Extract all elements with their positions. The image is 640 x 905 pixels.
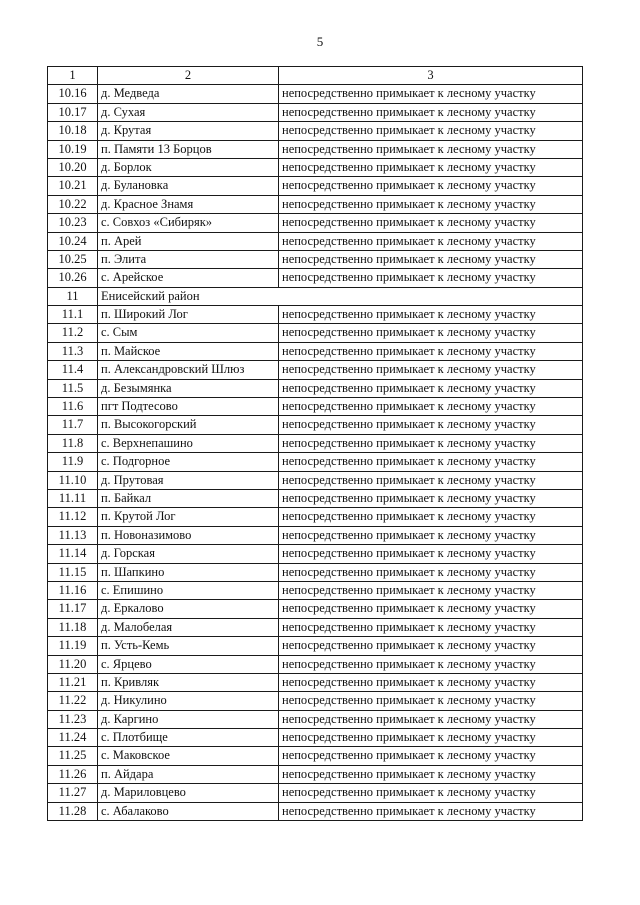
relation-cell: непосредственно примыкает к лесному участку: [279, 342, 583, 360]
table-row: [48, 747, 583, 765]
row-number: 11.24: [48, 729, 98, 747]
settlement-name: д. Прутовая: [98, 471, 279, 489]
table-row: [48, 398, 583, 416]
relation-cell: непосредственно примыкает к лесному участку: [279, 765, 583, 783]
settlement-name: с. Подгорное: [98, 453, 279, 471]
settlement-name: д. Никулино: [98, 692, 279, 710]
row-number: 11.11: [48, 489, 98, 507]
row-number: 11.22: [48, 692, 98, 710]
section-row: [48, 287, 583, 305]
row-number: 11.14: [48, 545, 98, 563]
table-row: [48, 655, 583, 673]
page-number: 5: [316, 34, 324, 49]
row-number: 10.19: [48, 140, 98, 158]
relation-cell: непосредственно примыкает к лесному участку: [279, 655, 583, 673]
row-number: 11.9: [48, 453, 98, 471]
settlement-name: с. Верхнепашино: [98, 434, 279, 452]
table-row: [48, 85, 583, 103]
section-number: 11: [48, 287, 98, 305]
table-row: [48, 618, 583, 636]
row-number: 11.15: [48, 563, 98, 581]
table-row: [48, 489, 583, 507]
relation-cell: непосредственно примыкает к лесному участку: [279, 802, 583, 820]
table-row: [48, 122, 583, 140]
settlement-name: д. Горская: [98, 545, 279, 563]
row-number: 11.7: [48, 416, 98, 434]
relation-cell: непосредственно примыкает к лесному участку: [279, 618, 583, 636]
table-body: [48, 85, 583, 821]
relation-cell: непосредственно примыкает к лесному участку: [279, 673, 583, 691]
row-number: 11.21: [48, 673, 98, 691]
table-row: [48, 250, 583, 268]
row-number: 11.13: [48, 526, 98, 544]
row-number: 11.28: [48, 802, 98, 820]
settlement-name: п. Новоназимово: [98, 526, 279, 544]
settlement-name: д. Мариловцево: [98, 784, 279, 802]
relation-cell: непосредственно примыкает к лесному участку: [279, 637, 583, 655]
relation-cell: непосредственно примыкает к лесному участку: [279, 379, 583, 397]
settlement-name: п. Крутой Лог: [98, 508, 279, 526]
row-number: 10.22: [48, 195, 98, 213]
row-number: 11.2: [48, 324, 98, 342]
settlement-name: п. Усть-Кемь: [98, 637, 279, 655]
table-row: [48, 379, 583, 397]
settlement-name: д. Еркалово: [98, 600, 279, 618]
relation-cell: непосредственно примыкает к лесному участку: [279, 140, 583, 158]
settlement-name: п. Памяти 13 Борцов: [98, 140, 279, 158]
row-number: 11.20: [48, 655, 98, 673]
settlement-name: п. Широкий Лог: [98, 306, 279, 324]
relation-cell: непосредственно примыкает к лесному участку: [279, 269, 583, 287]
relation-cell: непосредственно примыкает к лесному участку: [279, 177, 583, 195]
table-row: [48, 581, 583, 599]
relation-cell: непосредственно примыкает к лесному участку: [279, 361, 583, 379]
table-row: [48, 324, 583, 342]
relation-cell: непосредственно примыкает к лесному участку: [279, 729, 583, 747]
relation-cell: непосредственно примыкает к лесному участку: [279, 306, 583, 324]
relation-cell: непосредственно примыкает к лесному участку: [279, 416, 583, 434]
relation-cell: непосредственно примыкает к лесному участку: [279, 250, 583, 268]
row-number: 11.10: [48, 471, 98, 489]
table-row: [48, 177, 583, 195]
settlement-name: п. Александровский Шлюз: [98, 361, 279, 379]
row-number: 11.5: [48, 379, 98, 397]
table-row: [48, 710, 583, 728]
table-row: [48, 361, 583, 379]
row-number: 11.19: [48, 637, 98, 655]
row-number: 11.25: [48, 747, 98, 765]
relation-cell: непосредственно примыкает к лесному участку: [279, 471, 583, 489]
row-number: 10.17: [48, 103, 98, 121]
settlement-name: п. Майское: [98, 342, 279, 360]
settlement-name: с. Абалаково: [98, 802, 279, 820]
table-row: [48, 692, 583, 710]
row-number: 11.23: [48, 710, 98, 728]
row-number: 11.8: [48, 434, 98, 452]
settlement-name: п. Байкал: [98, 489, 279, 507]
table-row: [48, 471, 583, 489]
settlement-name: п. Шапкино: [98, 563, 279, 581]
row-number: 10.26: [48, 269, 98, 287]
table-row: [48, 306, 583, 324]
row-number: 11.26: [48, 765, 98, 783]
settlement-name: с. Сым: [98, 324, 279, 342]
row-number: 10.16: [48, 85, 98, 103]
row-number: 10.18: [48, 122, 98, 140]
relation-cell: непосредственно примыкает к лесному участку: [279, 563, 583, 581]
settlement-name: п. Кривляк: [98, 673, 279, 691]
table-row: [48, 416, 583, 434]
settlement-name: с. Плотбище: [98, 729, 279, 747]
relation-cell: непосредственно примыкает к лесному участку: [279, 526, 583, 544]
table-header: [48, 67, 583, 85]
relation-cell: непосредственно примыкает к лесному участку: [279, 508, 583, 526]
table-row: [48, 232, 583, 250]
relation-cell: непосредственно примыкает к лесному участку: [279, 545, 583, 563]
table-row: [48, 508, 583, 526]
row-number: 11.16: [48, 581, 98, 599]
row-number: 10.24: [48, 232, 98, 250]
settlement-name: д. Крутая: [98, 122, 279, 140]
settlement-name: д. Красное Знамя: [98, 195, 279, 213]
row-number: 10.25: [48, 250, 98, 268]
row-number: 11.17: [48, 600, 98, 618]
table-row: [48, 269, 583, 287]
table-row: [48, 802, 583, 820]
relation-cell: непосредственно примыкает к лесному участку: [279, 122, 583, 140]
district-name: Енисейский район: [98, 287, 583, 305]
settlement-name: п. Высокогорский: [98, 416, 279, 434]
settlement-name: п. Элита: [98, 250, 279, 268]
relation-cell: непосредственно примыкает к лесному участку: [279, 158, 583, 176]
relation-cell: непосредственно примыкает к лесному участку: [279, 398, 583, 416]
settlement-name: д. Малобелая: [98, 618, 279, 636]
settlement-name: д. Каргино: [98, 710, 279, 728]
relation-cell: непосредственно примыкает к лесному участку: [279, 214, 583, 232]
row-number: 10.23: [48, 214, 98, 232]
table-row: [48, 453, 583, 471]
relation-cell: непосредственно примыкает к лесному участку: [279, 232, 583, 250]
settlement-name: д. Сухая: [98, 103, 279, 121]
relation-cell: непосредственно примыкает к лесному участку: [279, 434, 583, 452]
relation-cell: непосредственно примыкает к лесному участку: [279, 710, 583, 728]
column-header-number: 1: [48, 67, 98, 85]
settlement-name: д. Медведа: [98, 85, 279, 103]
row-number: 10.21: [48, 177, 98, 195]
row-number: 10.20: [48, 158, 98, 176]
settlement-name: с. Арейское: [98, 269, 279, 287]
row-number: 11.12: [48, 508, 98, 526]
table-header-row: [48, 67, 583, 85]
relation-cell: непосредственно примыкает к лесному участку: [279, 195, 583, 213]
table-row: [48, 103, 583, 121]
table-row: [48, 158, 583, 176]
relation-cell: непосредственно примыкает к лесному участку: [279, 581, 583, 599]
row-number: 11.1: [48, 306, 98, 324]
row-number: 11.4: [48, 361, 98, 379]
relation-cell: непосредственно примыкает к лесному участку: [279, 600, 583, 618]
table-row: [48, 526, 583, 544]
settlement-name: д. Булановка: [98, 177, 279, 195]
table-row: [48, 600, 583, 618]
table-row: [48, 784, 583, 802]
table-row: [48, 434, 583, 452]
row-number: 11.6: [48, 398, 98, 416]
column-header-settlement: 2: [98, 67, 279, 85]
relation-cell: непосредственно примыкает к лесному участку: [279, 784, 583, 802]
settlement-name: д. Безымянка: [98, 379, 279, 397]
relation-cell: непосредственно примыкает к лесному участку: [279, 453, 583, 471]
table-row: [48, 729, 583, 747]
relation-cell: непосредственно примыкает к лесному участку: [279, 747, 583, 765]
settlement-name: с. Епишино: [98, 581, 279, 599]
table-row: [48, 545, 583, 563]
table-row: [48, 673, 583, 691]
column-header-relation: 3: [279, 67, 583, 85]
settlement-name: с. Ярцево: [98, 655, 279, 673]
relation-cell: непосредственно примыкает к лесному участку: [279, 103, 583, 121]
relation-cell: непосредственно примыкает к лесному участку: [279, 324, 583, 342]
table-row: [48, 214, 583, 232]
table-row: [48, 765, 583, 783]
table-row: [48, 637, 583, 655]
table-row: [48, 342, 583, 360]
row-number: 11.18: [48, 618, 98, 636]
settlement-name: с. Совхоз «Сибиряк»: [98, 214, 279, 232]
table-row: [48, 140, 583, 158]
relation-cell: непосредственно примыкает к лесному участку: [279, 85, 583, 103]
settlement-name: п. Айдара: [98, 765, 279, 783]
settlement-name: п. Арей: [98, 232, 279, 250]
table-row: [48, 195, 583, 213]
relation-cell: непосредственно примыкает к лесному участку: [279, 692, 583, 710]
row-number: 11.27: [48, 784, 98, 802]
settlements-table: [47, 66, 583, 821]
settlement-name: д. Борлок: [98, 158, 279, 176]
table-row: [48, 563, 583, 581]
settlement-name: с. Маковское: [98, 747, 279, 765]
relation-cell: непосредственно примыкает к лесному участку: [279, 489, 583, 507]
settlement-name: пгт Подтесово: [98, 398, 279, 416]
row-number: 11.3: [48, 342, 98, 360]
